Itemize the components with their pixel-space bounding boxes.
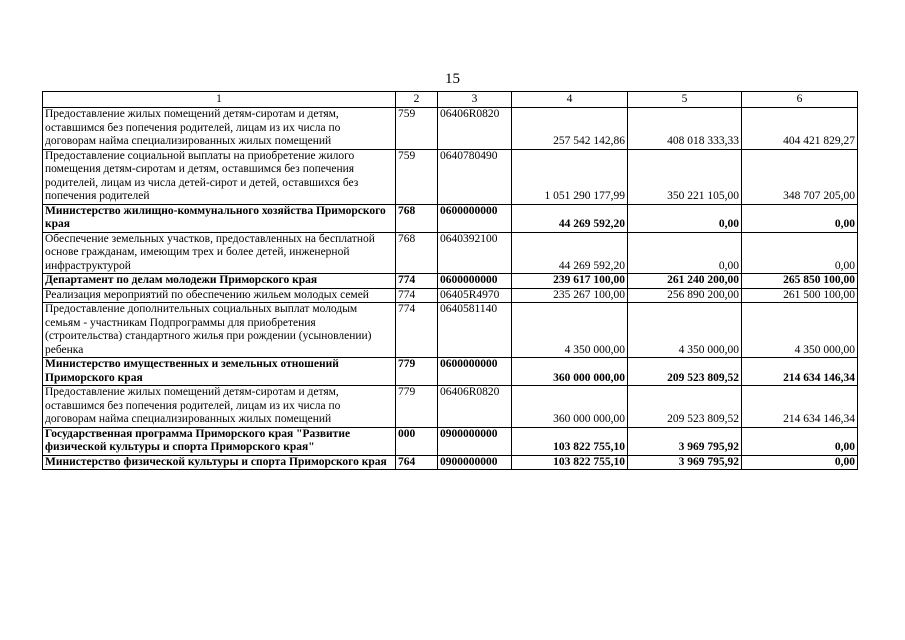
row-value-col6-cell: 0,00: [742, 455, 858, 470]
row-value-col4-cell: 44 269 592,20: [512, 204, 628, 232]
table-row: [43, 358, 858, 386]
row-code-cell: 759: [396, 108, 438, 150]
row-code-cell: 774: [396, 303, 438, 358]
row-name-cell: Министерство жилищно-коммунального хозяйства Приморского края: [43, 204, 396, 232]
row-value-col6-cell: 0,00: [742, 427, 858, 455]
row-code-cell: 774: [396, 274, 438, 289]
row-value-col4-cell: 1 051 290 177,99: [512, 149, 628, 204]
row-value-col4-cell: 257 542 142,86: [512, 108, 628, 150]
row-code-cell: 768: [396, 204, 438, 232]
row-csr-cell: 06406R0820: [438, 108, 512, 150]
row-name-cell: Предоставление дополнительных социальных выплат молодым семьям - участникам Подпрограммы для приобретения (строительства) стандартного жилья при рождении (усыновлении) ребенка: [43, 303, 396, 358]
row-value-col6-cell: 348 707 205,00: [742, 149, 858, 204]
budget-table: [42, 91, 858, 470]
row-code-cell: 000: [396, 427, 438, 455]
row-value-col4-cell: 44 269 592,20: [512, 232, 628, 274]
row-value-col5-cell: 209 523 809,52: [628, 358, 742, 386]
row-value-col5-cell: 350 221 105,00: [628, 149, 742, 204]
row-value-col5-cell: 0,00: [628, 232, 742, 274]
column-header: 2: [396, 92, 438, 108]
header-row: [43, 92, 858, 108]
row-value-col5-cell: 4 350 000,00: [628, 303, 742, 358]
row-value-col6-cell: 265 850 100,00: [742, 274, 858, 289]
row-value-col5-cell: 3 969 795,92: [628, 427, 742, 455]
row-value-col6-cell: 404 421 829,27: [742, 108, 858, 150]
row-code-cell: 779: [396, 358, 438, 386]
table-row: [43, 386, 858, 428]
row-value-col5-cell: 209 523 809,52: [628, 386, 742, 428]
row-value-col6-cell: 0,00: [742, 204, 858, 232]
table-row: [43, 303, 858, 358]
page-number: 15: [445, 71, 460, 87]
row-code-cell: 779: [396, 386, 438, 428]
table-row: [43, 455, 858, 470]
row-csr-cell: 0640581140: [438, 303, 512, 358]
table-row: [43, 274, 858, 289]
table-row: [43, 108, 858, 150]
row-value-col4-cell: 239 617 100,00: [512, 274, 628, 289]
row-name-cell: Предоставление жилых помещений детям-сиротам и детям, оставшимся без попечения родителей, лицам из их числа по договорам найма специализированных жилых помещений: [43, 386, 396, 428]
table-row: [43, 427, 858, 455]
row-value-col5-cell: 256 890 200,00: [628, 288, 742, 303]
row-value-col6-cell: 214 634 146,34: [742, 358, 858, 386]
row-value-col4-cell: 360 000 000,00: [512, 386, 628, 428]
row-value-col4-cell: 103 822 755,10: [512, 455, 628, 470]
row-name-cell: Министерство физической культуры и спорта Приморского края: [43, 455, 396, 470]
table-row: [43, 204, 858, 232]
row-value-col6-cell: 0,00: [742, 232, 858, 274]
row-value-col6-cell: 214 634 146,34: [742, 386, 858, 428]
row-csr-cell: 0600000000: [438, 358, 512, 386]
row-name-cell: Министерство имущественных и земельных отношений Приморского края: [43, 358, 396, 386]
row-csr-cell: 0900000000: [438, 455, 512, 470]
row-code-cell: 774: [396, 288, 438, 303]
row-code-cell: 768: [396, 232, 438, 274]
row-value-col5-cell: 408 018 333,33: [628, 108, 742, 150]
row-value-col6-cell: 261 500 100,00: [742, 288, 858, 303]
row-csr-cell: 06406R0820: [438, 386, 512, 428]
row-name-cell: Реализация мероприятий по обеспечению жильем молодых семей: [43, 288, 396, 303]
row-code-cell: 759: [396, 149, 438, 204]
row-name-cell: Предоставление жилых помещений детям-сиротам и детям, оставшимся без попечения родителей, лицам из их числа по договорам найма специализированных жилых помещений: [43, 108, 396, 150]
row-csr-cell: 0600000000: [438, 274, 512, 289]
row-code-cell: 764: [396, 455, 438, 470]
row-csr-cell: 0640392100: [438, 232, 512, 274]
column-header: 3: [438, 92, 512, 108]
row-value-col5-cell: 0,00: [628, 204, 742, 232]
row-value-col5-cell: 261 240 200,00: [628, 274, 742, 289]
column-header: 6: [742, 92, 858, 108]
row-value-col6-cell: 4 350 000,00: [742, 303, 858, 358]
row-csr-cell: 0640780490: [438, 149, 512, 204]
row-value-col4-cell: 360 000 000,00: [512, 358, 628, 386]
row-csr-cell: 0600000000: [438, 204, 512, 232]
row-value-col4-cell: 4 350 000,00: [512, 303, 628, 358]
row-value-col5-cell: 3 969 795,92: [628, 455, 742, 470]
row-name-cell: Департамент по делам молодежи Приморского края: [43, 274, 396, 289]
row-csr-cell: 0900000000: [438, 427, 512, 455]
column-header: 1: [43, 92, 396, 108]
row-name-cell: Предоставление социальной выплаты на приобретение жилого помещения детям-сиротам и детям, оставшимся без попечения родителей, лицам из числа детей-сирот и детей, оставшихся без попечения родителей: [43, 149, 396, 204]
table-row: [43, 149, 858, 204]
row-name-cell: Обеспечение земельных участков, предоставленных на бесплатной основе гражданам, имеющим трех и более детей, инженерной инфраструктурой: [43, 232, 396, 274]
table-row: [43, 232, 858, 274]
row-name-cell: Государственная программа Приморского края "Развитие физической культуры и спорта Приморского края": [43, 427, 396, 455]
row-value-col4-cell: 103 822 755,10: [512, 427, 628, 455]
column-header: 4: [512, 92, 628, 108]
column-header: 5: [628, 92, 742, 108]
table-row: [43, 288, 858, 303]
row-value-col4-cell: 235 267 100,00: [512, 288, 628, 303]
row-csr-cell: 06405R4970: [438, 288, 512, 303]
